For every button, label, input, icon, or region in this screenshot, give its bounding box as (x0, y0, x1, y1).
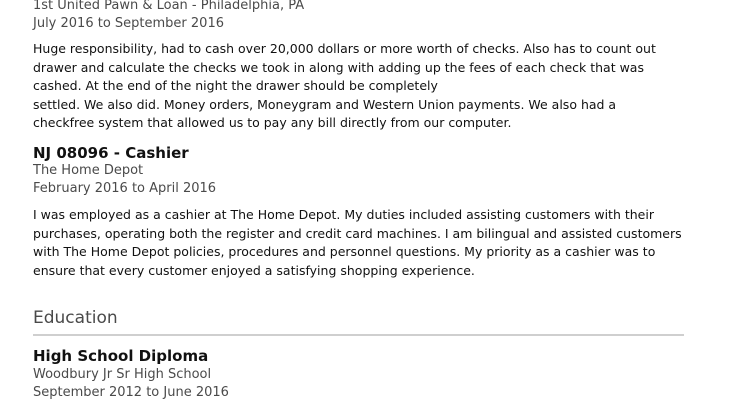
education-section-title: Education (33, 308, 118, 328)
job1-description-line: settled. We also did. Money orders, Moneygram and Western Union payments. We also had a (33, 96, 617, 112)
job1-description (33, 40, 693, 133)
job1-dates: July 2016 to September 2016 (33, 16, 224, 31)
education-dates: September 2012 to June 2016 (33, 385, 229, 400)
job1-description-line: cashed. At the end of the night the drawer should be completely (33, 78, 438, 93)
job2-title: NJ 08096 - Cashier (33, 144, 189, 162)
job1-description-line: Huge responsibility, had to cash over 20,000 dollars or more worth of checks. Also has to count out (33, 41, 656, 56)
job1-description-line: checkfree system that allowed us to pay any bill directly from our computer. (33, 115, 512, 130)
job1-company-location: 1st United Pawn & Loan - Philadelphia, PA (33, 0, 305, 13)
section-divider (33, 334, 684, 336)
education-degree: High School Diploma (33, 347, 209, 365)
education-school: Woodbury Jr Sr High School (33, 367, 212, 382)
job2-description-line: with The Home Depot policies, procedures and personnel questions. My priority as a cashier was to (33, 244, 656, 259)
job2-description-line: ensure that every customer enjoyed a satisfying shopping experience. (33, 262, 475, 278)
job2-dates: February 2016 to April 2016 (33, 181, 217, 196)
job2-description-line: purchases, operating both the register and credit card machines. I am bilingual and assisted customers (33, 225, 682, 241)
job2-description-line: I was employed as a cashier at The Home Depot. My duties included assisting customers with their (33, 207, 654, 222)
job2-company: The Home Depot (33, 163, 144, 178)
job2-description (33, 206, 693, 280)
job1-description-line: drawer and calculate the checks we took in along with adding up the fees of each check that was (33, 59, 644, 75)
